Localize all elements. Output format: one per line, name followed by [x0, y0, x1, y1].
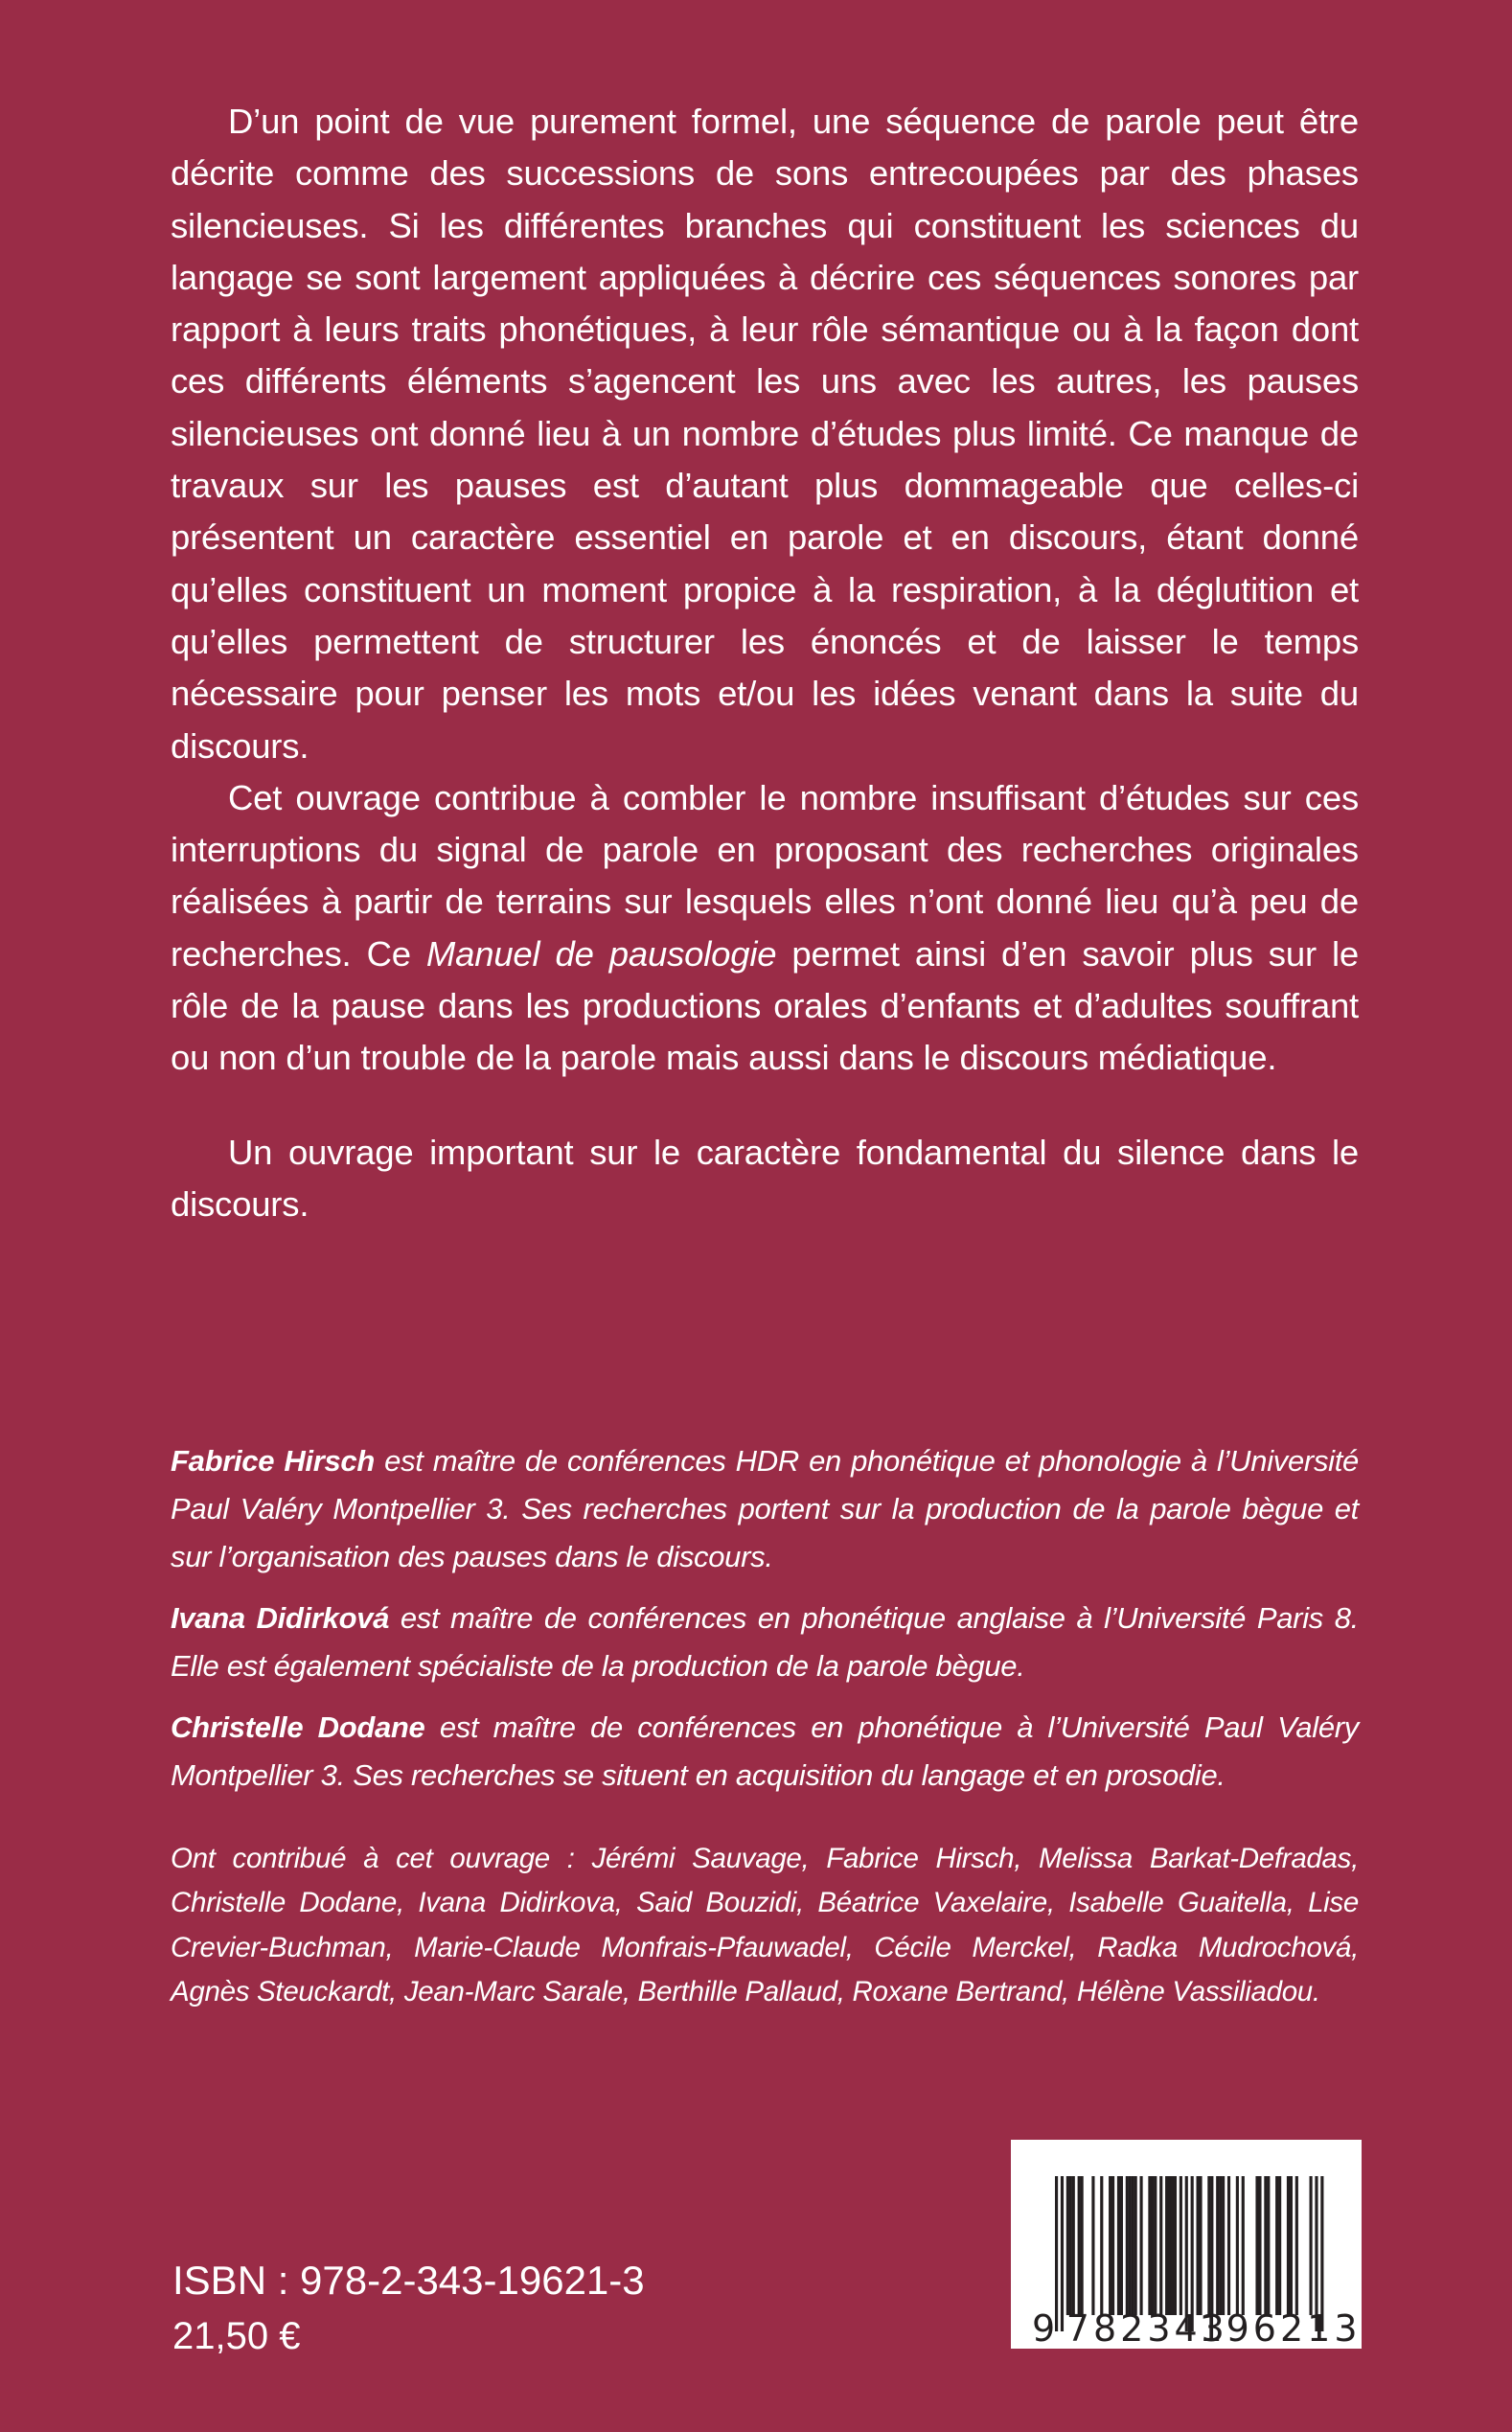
barcode-bar [1109, 2176, 1111, 2315]
barcode-bar [1072, 2176, 1075, 2315]
book-title-italic: Manuel de pausologie [425, 933, 777, 974]
barcode-bar [1165, 2176, 1168, 2315]
barcode-digits: 196213 [1199, 2307, 1362, 2349]
barcode-bar [1287, 2176, 1290, 2315]
paragraph-text: permet ainsi d’en savoir plus sur le rôle de la pause dans les productions orales d’enfants et d’adultes souffrant ou non d’un trouble de la parole mais aussi dans le discours médiatique. [171, 933, 1359, 1078]
barcode-bar [1168, 2176, 1171, 2315]
barcode-bar [1210, 2176, 1213, 2315]
barcode-bar [1066, 2176, 1069, 2315]
barcode-bar [1207, 2176, 1210, 2315]
barcode-bar [1310, 2176, 1313, 2315]
barcode-bar [1154, 2176, 1157, 2315]
barcode-bar [1171, 2176, 1174, 2315]
barcode-bar [1174, 2176, 1177, 2315]
barcode-bar [1078, 2176, 1081, 2315]
barcode-bar [1069, 2176, 1072, 2315]
barcode-bar [1111, 2176, 1114, 2315]
barcode [1011, 2140, 1362, 2349]
barcode-bar [1061, 2176, 1064, 2331]
barcode-bar [1278, 2176, 1281, 2315]
barcode-bar [1216, 2176, 1219, 2315]
barcode-bar [1100, 2176, 1103, 2315]
barcode-bar [1290, 2176, 1293, 2315]
isbn: ISBN : 978-2-343-19621-3 [172, 2258, 645, 2303]
barcode-bar [1126, 2176, 1129, 2315]
barcode-bar [1091, 2176, 1094, 2315]
barcode-bar [1148, 2176, 1151, 2315]
barcode-bar [1132, 2176, 1134, 2315]
author-name: Fabrice Hirsch [171, 1444, 375, 1478]
author-bios [171, 1437, 1359, 1813]
summary-paragraph-2 [171, 772, 1359, 1085]
barcode-bar [1267, 2176, 1270, 2315]
barcode-bar [1151, 2176, 1154, 2315]
author-name: Christelle Dodane [171, 1710, 425, 1744]
barcode-bar [1295, 2176, 1298, 2315]
barcode-bar [1236, 2176, 1239, 2315]
barcode-bar [1120, 2176, 1123, 2315]
barcode-bar [1134, 2176, 1137, 2315]
author-bio [171, 1595, 1359, 1690]
barcode-digits: 9 [1032, 2307, 1060, 2349]
barcode-bar [1264, 2176, 1267, 2315]
barcode-bar [1159, 2176, 1162, 2315]
barcode-bar [1258, 2176, 1261, 2315]
summary-paragraph-1: D’un point de vue purement formel, une séquence de parole peut être décrite comme des successions de sons entrecoupées par des phases silencieuses. Si les différentes branches qui constituent les sciences du langage se sont largement appliquées à décrire ces séquences sonores par rapport à leurs traits phonétiques, à leur rôle sémantique ou à la façon dont ces différents éléments s’agencent les uns avec les autres, les pauses silencieuses ont donné lieu à un nombre d’études plus limité. Ce manque de travaux sur les pauses est d’autant plus dommageable que celles-ci présentent un caractère essentiel en parole et en discours, étant donné qu’elles constituent un moment propice à la respiration, à la déglutition et qu’elles permettent de structurer les énoncés et de laisser le temps nécessaire pour penser les mots et/ou les idées venant dans la suite du discours. [171, 102, 1359, 766]
barcode-bar [1129, 2176, 1132, 2315]
barcode-digits: 782343 [1065, 2307, 1228, 2349]
author-description: est maître de conférences HDR en phonétique et phonologie à l’Université Paul Valéry Montpellier 3. Ses recherches portent sur la production de la parole bègue et sur l’organisation des pauses dans le discours. [171, 1444, 1359, 1573]
barcode-bar [1255, 2176, 1258, 2315]
author-bio [171, 1437, 1359, 1581]
barcode-bar [1227, 2176, 1230, 2315]
back-cover-text [171, 96, 1359, 1230]
summary-paragraph-3: Un ouvrage important sur le caractère fondamental du silence dans le discours. [171, 1132, 1359, 1224]
barcode-bar [1222, 2176, 1225, 2315]
barcode-bar [1197, 2176, 1200, 2315]
barcode-bar [1199, 2176, 1202, 2315]
price: 21,50 € [172, 2315, 301, 2357]
barcode-bar [1081, 2176, 1084, 2315]
paragraph-text: Cet ouvrage contribue à combler le nombre insuffisant d’études sur ces interruptions du signal de parole en proposant des recherches originales réalisées à partir de terrains sur lesquels elles n’ont donné lieu qu’à peu de recherches. Ce [171, 777, 1359, 974]
author-name: Ivana Didirková [171, 1601, 390, 1635]
contributors-list: Ont contribué à cet ouvrage : Jérémi Sauvage, Fabrice Hirsch, Melissa Barkat-Defradas, Christelle Dodane, Ivana Didirkova, Said Bouzidi, Béatrice Vaxelaire, Isabelle Guaitella, Lise Crevier-Buchman, Marie-Claude Monfrais-Pfauwadel, Cécile Merckel, Radka Mudrochová, Agnès Steuckardt, Jean-Marc Sarale, Berthille Pallaud, Roxane Bertrand, Hélène Vassiliadou. [171, 1843, 1359, 2008]
barcode-bar [1140, 2176, 1143, 2315]
barcode-bar [1275, 2176, 1278, 2315]
barcode-bar [1180, 2176, 1182, 2315]
barcode-bar [1117, 2176, 1120, 2315]
author-description: est maître de conférences en phonétique à l’Université Paul Valéry Montpellier 3. Ses recherches se situent en acquisition du langage et en prosodie. [171, 1710, 1359, 1792]
author-bio [171, 1704, 1359, 1800]
barcode-bar [1219, 2176, 1222, 2315]
barcode-graphic [1011, 2140, 1362, 2349]
author-description: est maître de conférences en phonétique anglaise à l’Université Paris 8. Elle est également spécialiste de la production de la parole bègue. [171, 1601, 1359, 1683]
barcode-bar [1242, 2176, 1245, 2315]
